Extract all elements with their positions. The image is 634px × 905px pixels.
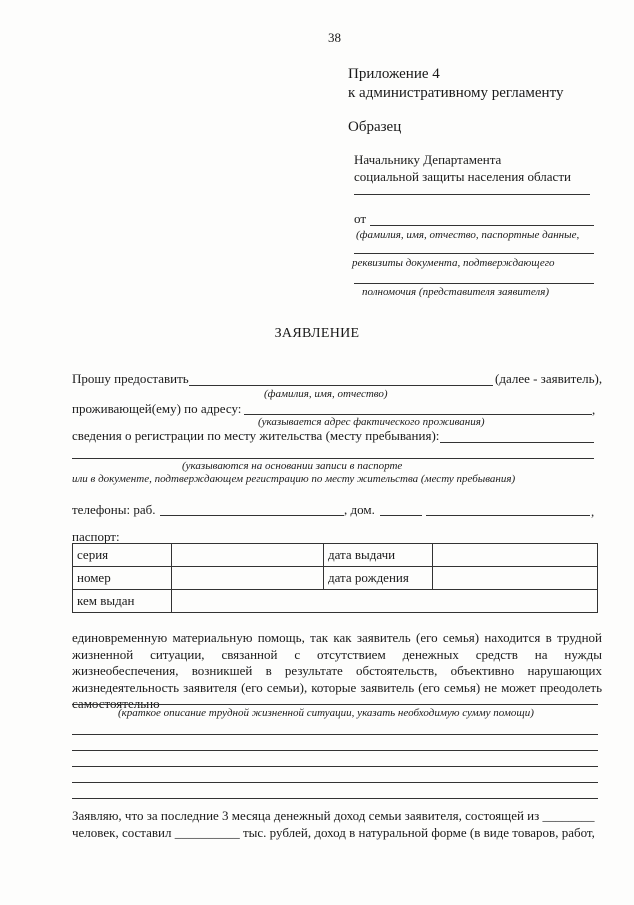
table-row <box>73 567 598 590</box>
number-value <box>172 567 324 590</box>
address-field <box>244 414 592 415</box>
situation-line-6 <box>72 798 598 799</box>
situation-line-4 <box>72 766 598 767</box>
phones-label: телефоны: раб. <box>72 502 156 517</box>
registration-field-2 <box>72 458 594 459</box>
from-blank-line <box>370 225 594 226</box>
number-label: номер <box>73 567 172 590</box>
request-name-field <box>189 385 493 386</box>
registration-caption-1: (указываются на основании записи в паспорте <box>182 460 403 472</box>
situation-line-5 <box>72 782 598 783</box>
request-caption: (фамилия, имя, отчество) <box>264 388 388 400</box>
phone-home-field-2 <box>426 515 590 516</box>
series-value <box>172 544 324 567</box>
document-title: ЗАЯВЛЕНИЕ <box>274 326 360 341</box>
from-label: от <box>354 211 367 226</box>
series-label: серия <box>73 544 172 567</box>
issue-date-value <box>433 544 598 567</box>
registration-field <box>440 442 594 443</box>
registration-label: сведения о регистрации по месту жительства (месту пребывания): <box>72 428 440 443</box>
request-suffix: (далее - заявитель), <box>495 371 603 386</box>
from-hint-1: (фамилия, имя, отчество, паспортные данные, <box>356 229 580 241</box>
closing-line-1: Заявляю, что за последние 3 месяца денежный доход семьи заявителя, состоящей из ________ <box>72 808 595 823</box>
addressee-line1: Начальнику Департамента <box>354 152 502 167</box>
issue-date-label: дата выдачи <box>324 544 433 567</box>
table-row <box>73 590 598 613</box>
issued-by-label: кем выдан <box>73 590 172 613</box>
page-number: 38 <box>328 30 341 45</box>
closing-line-2: человек, составил __________ тыс. рублей, доход в натуральной форме (в виде товаров, работ, <box>72 825 595 840</box>
birth-date-value <box>433 567 598 590</box>
situation-line-2 <box>72 734 598 735</box>
phone-work-field <box>160 515 344 516</box>
appendix-subtitle: к административному регламенту <box>348 85 564 101</box>
phones-comma: , <box>591 504 595 519</box>
issued-by-value <box>172 590 598 613</box>
address-label: проживающей(ему) по адресу: <box>72 401 242 416</box>
sample-label: Образец <box>348 119 402 135</box>
registration-caption-2: или в документе, подтверждающем регистрацию по месту жительства (месту пребывания) <box>72 473 516 485</box>
from-hint-2: реквизиты документа, подтверждающего <box>352 257 555 269</box>
addressee-blank-line <box>354 194 590 195</box>
addressee-line2: социальной защиты населения области <box>354 169 571 184</box>
passport-table <box>72 543 598 613</box>
passport-label: паспорт: <box>72 529 120 544</box>
phones-home-label: , дом. <box>344 502 375 517</box>
phone-home-field-1 <box>380 515 422 516</box>
body-paragraph: единовременную материальную помощь, так как заявитель (его семья) находится в трудной жизненной ситуации, связанной с отсутствием денежных средств на нужды жизнеобеспечения, возникшей в результате обстоятельств, объективно нарушающих жизнедеятельность заявителя (его семьи), которые заявитель (его семья) не может преодолеть самостоятельно <box>72 630 602 711</box>
situation-line-1 <box>72 704 598 705</box>
from-hint-3: полномочия (представителя заявителя) <box>362 286 549 298</box>
from-blank-line-2 <box>354 253 594 254</box>
address-comma: , <box>592 402 596 417</box>
situation-line-3 <box>72 750 598 751</box>
appendix-title: Приложение 4 <box>348 66 440 82</box>
birth-date-label: дата рождения <box>324 567 433 590</box>
table-row <box>73 544 598 567</box>
from-blank-line-3 <box>354 283 594 284</box>
situation-caption: (краткое описание трудной жизненной ситуации, указать необходимую сумму помощи) <box>118 707 534 719</box>
address-caption: (указывается адрес фактического проживания) <box>258 416 485 428</box>
request-label: Прошу предоставить <box>72 371 189 386</box>
